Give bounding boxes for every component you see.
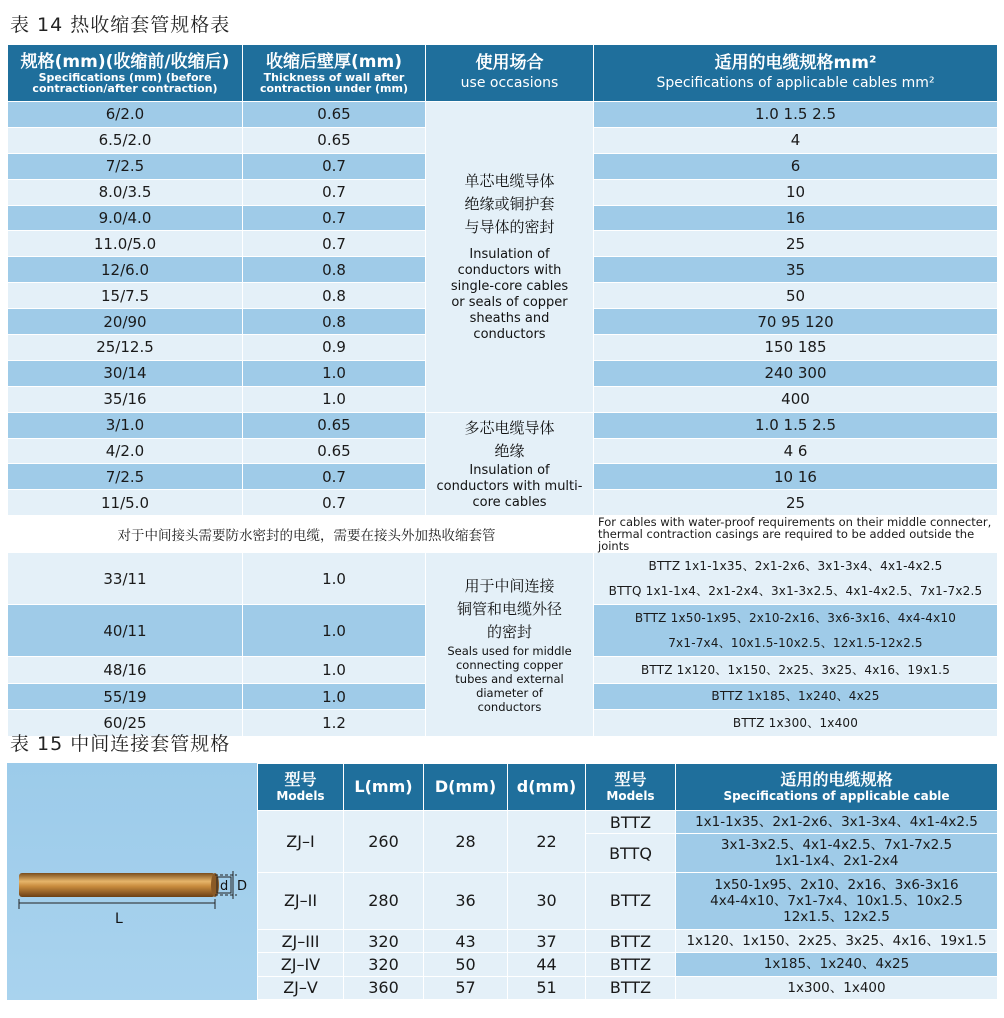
wall-cell: 1.2 [243,710,426,737]
cable-cell: 1.0 1.5 2.5 [594,102,998,128]
cable-cell: 4 [594,127,998,153]
spec-cell: 48/16 [8,657,243,684]
occasion-joint-seal: 用于中间连接 铜管和电缆外径 的密封 Seals used for middle connecting copper tubes and external diameter of conductors [426,553,594,737]
d-cell: 30 [508,872,586,929]
header-cable: 适用的电缆规格mm² Specifications of applicable cables mm² [594,45,998,102]
note-en: For cables with water-proof requirements on their middle connecter, thermal contraction casings are required to be added outside the joints [594,516,998,553]
wall-cell: 1.0 [243,683,426,710]
wall-cell: 0.7 [243,153,426,179]
spec-line: 1x300、1x400 [787,979,886,996]
header-cable-spec: 适用的电缆规格 Specifications of applicable cable [676,764,998,811]
spec-cell: 60/25 [8,710,243,737]
spec-cell: 40/11 [8,605,243,657]
table-row [8,553,998,605]
cable-cell: 10 16 [594,464,998,490]
wall-cell: 1.0 [243,605,426,657]
wall-cell: 0.65 [243,127,426,153]
cable-cell: 1.0 1.5 2.5 [594,412,998,438]
note-zh: 对于中间接头需要防水密封的电缆，需要在接头外加热收缩套管 [8,516,594,553]
d-cell: 37 [508,929,586,952]
table-row [8,102,998,128]
spec-cell: 15/7.5 [8,283,243,309]
spec-cell [676,834,998,873]
cable-cell: 25 [594,231,998,257]
D-label: D [237,879,248,894]
wall-cell: 0.8 [243,283,426,309]
D-cell: 36 [424,872,508,929]
cable-cell: 4 6 [594,438,998,464]
spec-cell: 35/16 [8,386,243,412]
heat-shrink-spec-table [7,44,998,737]
header-model: 型号 Models [258,764,344,811]
wall-cell: 0.7 [243,490,426,516]
spec-line: 1x1-1x35、2x1-2x6、3x1-3x4、4x1-4x2.5 [695,814,978,831]
header-L: L(mm) [344,764,424,811]
header-spec: 规格(mm)(收缩前/收缩后) Specifications (mm) (before contraction/after contraction) [8,45,243,102]
type-cell: BTTZ [586,872,676,929]
spec-line: 1x185、1x240、4x25 [763,956,910,973]
cable-cell: 70 95 120 [594,309,998,335]
L-cell: 360 [344,976,424,999]
spec-cell: 4/2.0 [8,438,243,464]
sleeve-tube [19,873,215,897]
cable-cell: 10 [594,179,998,205]
cable-cell: 50 [594,283,998,309]
joint-sleeve-panel [7,763,997,1000]
d-cell: 51 [508,976,586,999]
type-cell: BTTZ [586,976,676,999]
table-row [258,976,998,999]
joint-sleeve-table [257,763,998,1000]
L-cell: 260 [344,811,424,873]
header-wall: 收缩后壁厚(mm) Thickness of wall after contraction under (mm) [243,45,426,102]
table-row [258,953,998,976]
spec-line: 1x50-1x95、2x10、2x16、3x6-3x16 [714,876,959,893]
header-use: 使用场合 use occasions [426,45,594,102]
wall-cell: 0.7 [243,179,426,205]
model-cell: ZJ–I [258,811,344,873]
cable-cell: 6 [594,153,998,179]
spec-cell: 3/1.0 [8,412,243,438]
spec-cell [676,953,998,976]
table-row [258,811,998,834]
type-cell: BTTZ [586,929,676,952]
cable-cell: BTTZ 1x185、1x240、4x25 [594,683,998,710]
wall-cell: 1.0 [243,360,426,386]
spec-cell [676,976,998,999]
spec-cell: 7/2.5 [8,464,243,490]
spec-cell [676,929,998,952]
spec-cell: 7/2.5 [8,153,243,179]
header-d: d(mm) [508,764,586,811]
spec-cell [676,872,998,929]
spec-cell: 6/2.0 [8,102,243,128]
spec-line: 3x1-3x2.5、4x1-4x2.5、7x1-7x2.5 [720,837,953,854]
spec-line: 12x1.5、12x2.5 [783,908,890,925]
cable-cell: BTTZ 1x50-1x95、2x10-2x16、3x6-3x16、4x4-4x10 7x1-7x4、10x1.5-10x2.5、12x1.5-12x2.5 [594,605,998,657]
cable-cell: BTTZ 1x300、1x400 [594,710,998,737]
L-cell: 280 [344,872,424,929]
table-row [258,929,998,952]
D-cell: 43 [424,929,508,952]
wall-cell: 0.65 [243,438,426,464]
spec-cell [676,811,998,834]
d-cell: 44 [508,953,586,976]
spec-cell: 20/90 [8,309,243,335]
type-cell: BTTQ [586,834,676,873]
cable-cell: 35 [594,257,998,283]
wall-cell: 0.65 [243,412,426,438]
wall-cell: 1.0 [243,386,426,412]
model-cell: ZJ–III [258,929,344,952]
wall-cell: 0.7 [243,205,426,231]
header-model2: 型号 Models [586,764,676,811]
spec-cell: 8.0/3.5 [8,179,243,205]
spec-cell: 11/5.0 [8,490,243,516]
spec-cell: 55/19 [8,683,243,710]
table15-caption: 表 15 中间连接套管规格 [10,733,231,755]
cable-cell: 150 185 [594,335,998,361]
L-label: L [115,911,123,927]
cable-cell: 400 [594,386,998,412]
wall-cell: 0.8 [243,257,426,283]
D-cell: 57 [424,976,508,999]
spec-cell: 12/6.0 [8,257,243,283]
model-cell: ZJ–V [258,976,344,999]
D-cell: 50 [424,953,508,976]
wall-cell: 0.8 [243,309,426,335]
occasion-multi-core: 多芯电缆导体 绝缘 Insulation of conductors with multi- core cables [426,412,594,516]
type-cell: BTTZ [586,811,676,834]
wall-cell: 0.9 [243,335,426,361]
spec-cell: 33/11 [8,553,243,605]
wall-cell: 1.0 [243,657,426,684]
type-cell: BTTZ [586,953,676,976]
spec-cell: 11.0/5.0 [8,231,243,257]
spec-cell: 25/12.5 [8,335,243,361]
model-cell: ZJ–IV [258,953,344,976]
wall-cell: 0.7 [243,231,426,257]
table-row [258,872,998,929]
header-D: D(mm) [424,764,508,811]
spec-line: 1x120、1x150、2x25、3x25、4x16、19x1.5 [686,933,987,950]
cable-cell: BTTZ 1x1-1x35、2x1-2x6、3x1-3x4、4x1-4x2.5 BTTQ 1x1-1x4、2x1-2x4、3x1-3x2.5、4x1-4x2.5、7x1-7x2.5 [594,553,998,605]
cable-cell: 240 300 [594,360,998,386]
wall-cell: 0.7 [243,464,426,490]
spec-cell: 6.5/2.0 [8,127,243,153]
L-cell: 320 [344,953,424,976]
sleeve-drawing [7,763,257,1000]
spec-line: 4x4-4x10、7x1-7x4、10x1.5、10x2.5 [710,892,963,909]
L-cell: 320 [344,929,424,952]
spec-cell: 30/14 [8,360,243,386]
occasion-single-core: 单芯电缆导体 绝缘或铜护套 与导体的密封 Insulation of conductors with single-core cables or seals of copper sheaths and conductors [426,102,594,413]
d-cell: 22 [508,811,586,873]
spec-cell: 9.0/4.0 [8,205,243,231]
table14-caption: 表 14 热收缩套管规格表 [10,14,231,36]
cable-cell: 25 [594,490,998,516]
cable-cell: BTTZ 1x120、1x150、2x25、3x25、4x16、19x1.5 [594,657,998,684]
D-cell: 28 [424,811,508,873]
model-cell: ZJ–II [258,872,344,929]
wall-cell: 0.65 [243,102,426,128]
table-row [8,412,998,438]
note-row [8,516,998,553]
cable-cell: 16 [594,205,998,231]
spec-line: 1x1-1x4、2x1-2x4 [774,853,899,870]
wall-cell: 1.0 [243,553,426,605]
d-label: d [220,879,229,894]
